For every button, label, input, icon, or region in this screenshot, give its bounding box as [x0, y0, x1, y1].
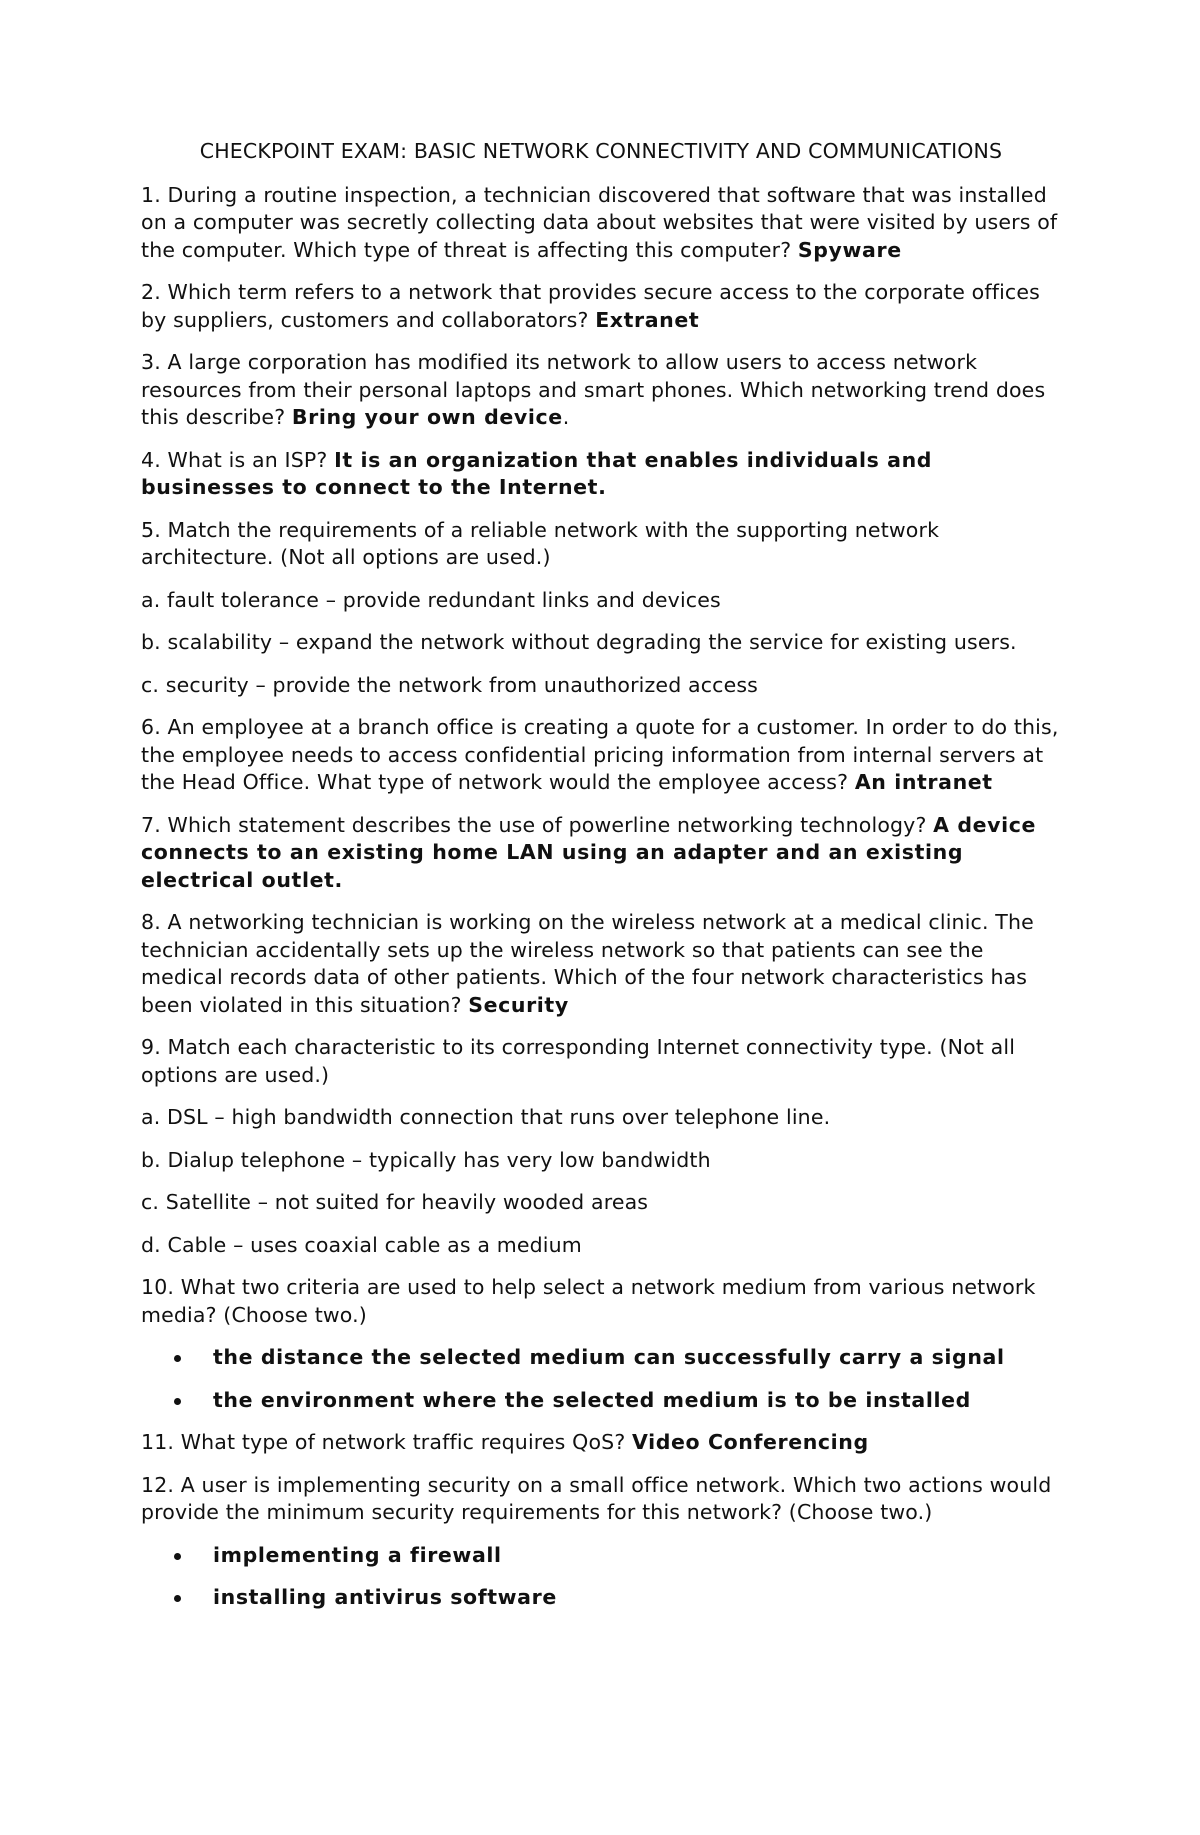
question-10-answer-2 [141, 1387, 1061, 1415]
question-9-text: 9. Match each characteristic to its corresponding Internet connectivity type. (Not all options are used.) [141, 1035, 1016, 1087]
question-12-answer-2-text: installing antivirus software [213, 1585, 557, 1609]
question-9 [141, 1034, 1061, 1089]
question-10-text: 10. What two criteria are used to help select a network medium from various network media? (Choose two.) [141, 1275, 1036, 1327]
question-10-answer-1-text: the distance the selected medium can successfully carry a signal [213, 1345, 1005, 1369]
exam-title-subject: BASIC NETWORK CONNECTIVITY AND COMMUNICATIONS [413, 139, 1003, 163]
bullet-dot-icon [174, 1553, 181, 1560]
question-8-answer: Security [468, 992, 569, 1017]
question-11-text: 11. What type of network traffic requires QoS? [141, 1430, 626, 1454]
question-6-answer: An intranet [854, 770, 993, 794]
question-12-text: 12. A user is implementing security on a small office network. Which two actions would provide the minimum security requirements for this network? (Choose two.) [141, 1472, 1052, 1524]
question-9-option-b: b. Dialup telephone – typically has very low bandwidth [141, 1147, 711, 1172]
question-5-option-a: a. fault tolerance – provide redundant links and devices [141, 587, 721, 612]
question-5-option-c: c. security – provide the network from unauthorized access [141, 672, 759, 697]
question-12-answer-1 [141, 1542, 1061, 1570]
question-5-option-b: b. scalability – expand the network without degrading the service for existing users. [141, 630, 1017, 654]
question-6-text: 6. An employee at a branch office is creating a quote for a customer. In order to do this, the employee needs to access confidential pricing information from internal servers at the Head Office. What type of network would the employee access? [141, 715, 1059, 794]
question-12-answers [141, 1542, 1061, 1612]
question-9-option-d: d. Cable – uses coaxial cable as a medium [141, 1232, 582, 1257]
question-3 [141, 349, 1061, 432]
question-11 [141, 1429, 1061, 1457]
bullet-dot-icon [174, 1398, 181, 1405]
question-1 [141, 182, 1061, 265]
question-9-option-a: a. DSL – high bandwidth connection that runs over telephone line. [141, 1105, 831, 1129]
question-8 [141, 909, 1061, 1019]
question-7 [141, 812, 1061, 895]
question-6 [141, 714, 1061, 797]
question-12-answer-2 [141, 1584, 1061, 1612]
question-12 [141, 1472, 1061, 1527]
question-3-tail: . [562, 405, 570, 429]
question-1-text: 1. During a routine inspection, a technician discovered that software that was installed on a computer was secretly collecting data about websites that were visited by users of the computer. Which type of threat is affecting this computer? [141, 182, 1058, 262]
question-10-answer-2-text: the environment where the selected medium is to be installed [213, 1387, 971, 1412]
question-4 [141, 447, 1061, 502]
question-4-answer: It is an organization that enables individuals and businesses to connect to the Internet. [141, 447, 933, 499]
question-3-answer: Bring your own device [291, 405, 563, 429]
question-2 [141, 279, 1061, 334]
question-5-text: 5. Match the requirements of a reliable network with the supporting network architecture. (Not all options are used.) [141, 517, 940, 569]
question-7-answer: A device connects to an existing home LAN using an adapter and an existing electrical outlet. [141, 812, 1036, 892]
question-10-answers [141, 1344, 1061, 1414]
question-9-option-c: c. Satellite – not suited for heavily wooded areas [141, 1190, 649, 1214]
bullet-dot-icon [174, 1595, 181, 1602]
question-2-text: 2. Which term refers to a network that provides secure access to the corporate offices by suppliers, customers and collaborators? [141, 280, 1040, 332]
exam-title-lead: CHECKPOINT EXAM: [199, 139, 408, 163]
question-8-text: 8. A networking technician is working on the wireless network at a medical clinic. The technician accidentally sets up the wireless network so that patients can see the medical records data of other patients. Which of the four network characteristics has been violated in this situation? [141, 910, 1034, 1017]
question-11-answer: Video Conferencing [632, 1430, 869, 1454]
question-1-answer: Spyware [797, 237, 902, 262]
question-12-answer-1-text: implementing a firewall [213, 1542, 502, 1567]
bullet-dot-icon [174, 1355, 181, 1362]
question-2-answer: Extranet [595, 307, 700, 332]
question-10-answer-1 [141, 1344, 1061, 1372]
document-page [141, 138, 1061, 1627]
exam-title [141, 138, 1061, 166]
question-5 [141, 517, 1061, 572]
question-7-text: 7. Which statement describes the use of powerline networking technology? [141, 812, 927, 837]
question-4-text: 4. What is an ISP? [141, 447, 328, 472]
question-3-text: 3. A large corporation has modified its network to allow users to access network resources from their personal laptops and smart phones. Which networking trend does this describe? [141, 350, 1046, 429]
question-10 [141, 1274, 1061, 1329]
